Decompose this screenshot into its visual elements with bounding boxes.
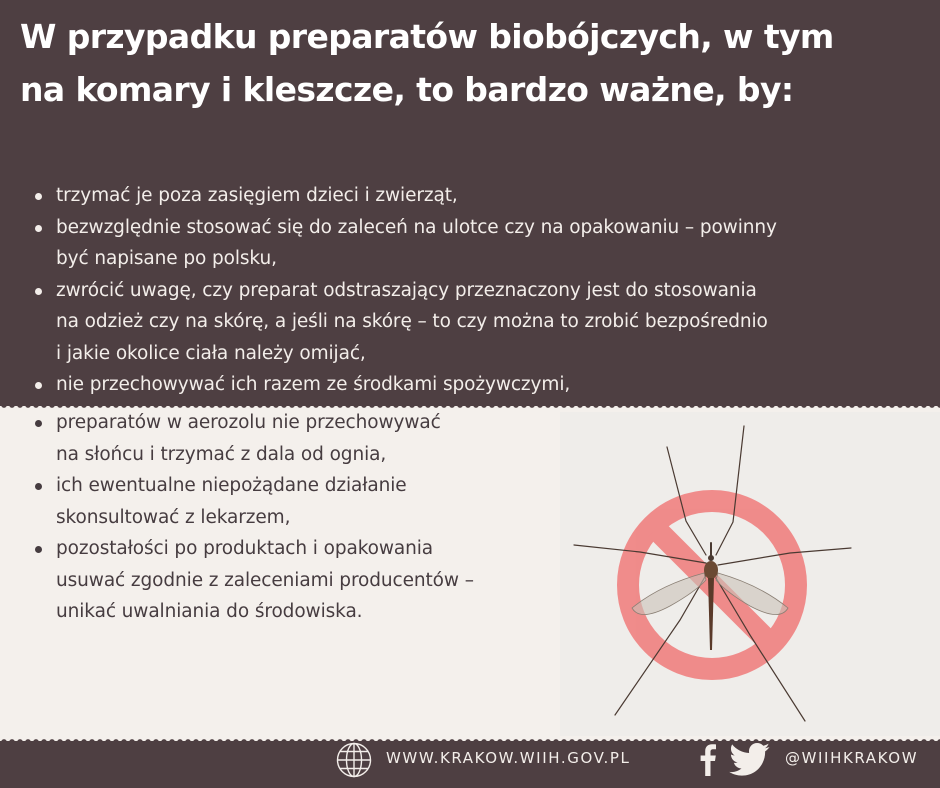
- recommendations-list-lower: [0, 407, 474, 628]
- website-link[interactable]: WWW.KRAKOW.WIIH.GOV.PL: [386, 749, 631, 767]
- list-item-text: zwrócić uwagę, czy preparat odstraszający przeznaczony jest do stosowania: [56, 279, 757, 301]
- list-item-text: nie przechowywać ich razem ze środkami spożywczymi,: [56, 374, 571, 395]
- list-item: [0, 470, 474, 533]
- twitter-icon[interactable]: [728, 743, 772, 777]
- globe-icon: [335, 741, 373, 779]
- list-item-text: skonsultować z lekarzem,: [56, 506, 291, 528]
- recommendations-list-upper: [0, 180, 777, 401]
- list-item: [0, 275, 777, 370]
- list-item-text: unikać uwalniania do środowiska.: [56, 601, 363, 622]
- title-line: W przypadku preparatów biobójczych, w tym: [20, 17, 834, 56]
- social-handle[interactable]: @WIIHKRAKOW: [785, 749, 919, 767]
- list-item-text: ich ewentualne niepożądane działanie: [56, 475, 407, 496]
- list-item: [0, 369, 777, 401]
- list-item-text: bezwzględnie stosować się do zaleceń na ulotce czy na opakowaniu – powinny: [56, 216, 777, 238]
- title-line: na komary i kleszcze, to bardzo ważne, by:: [20, 70, 794, 109]
- page-title: [20, 10, 930, 116]
- list-item-text: na słońcu i trzymać z dala od ognia,: [56, 443, 387, 465]
- list-item: [0, 212, 777, 275]
- facebook-icon[interactable]: [698, 742, 717, 776]
- list-item-text: i jakie okolice ciała należy omijać,: [56, 342, 366, 364]
- list-item: [0, 533, 474, 628]
- list-item: [0, 407, 474, 470]
- list-item-text: być napisane po polsku,: [56, 248, 277, 269]
- list-item-text: pozostałości po produktach i opakowania: [56, 538, 434, 559]
- list-item-text: trzymać je poza zasięgiem dzieci i zwierząt,: [56, 185, 458, 206]
- list-item-text: usuwać zgodnie z zaleceniami producentów –: [56, 569, 474, 591]
- list-item-text: preparatów w aerozolu nie przechowywać: [56, 412, 441, 433]
- list-item-text: na odzież czy na skórę, a jeśli na skórę – to czy można to zrobić bezpośrednio: [56, 311, 768, 332]
- list-item: [0, 180, 777, 212]
- mosquito-prohibition-illustration: [560, 412, 940, 736]
